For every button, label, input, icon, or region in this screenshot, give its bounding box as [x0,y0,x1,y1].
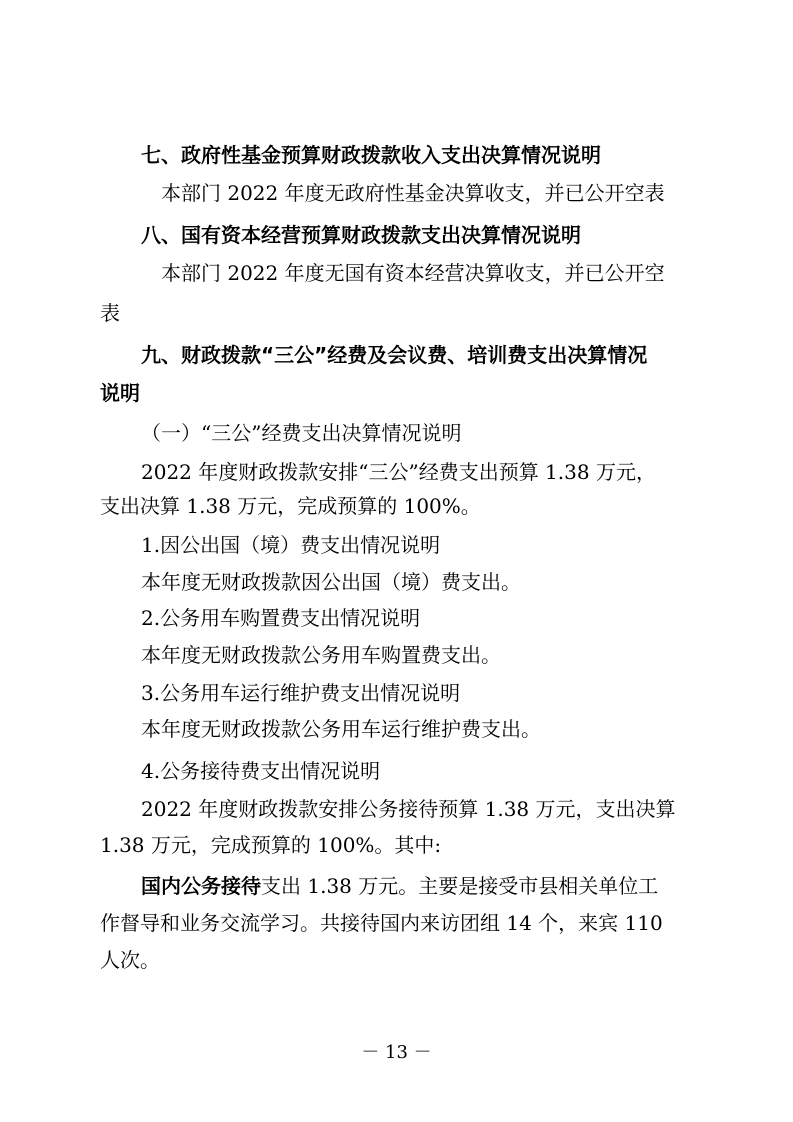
paragraph: 2022 年度财政拨款安排公务接待预算 1.38 万元，支出决算 [141,797,676,821]
page-number: － 13 － [361,1042,432,1063]
item-paragraph-1: 本年度无财政拨款因公出国（境）费支出。 [141,570,521,594]
item-heading-3: 3.公务用车运行维护费支出情况说明 [141,681,461,705]
section-heading-8: 八、国有资本经营预算财政拨款支出决算情况说明 [141,223,581,247]
section-heading-7: 七、政府性基金预算财政拨款收入支出决算情况说明 [141,143,601,167]
paragraph: 2022 年度财政拨款安排“三公”经费支出预算 1.38 万元， [141,460,656,484]
paragraph-continuation: 支出决算 1.38 万元，完成预算的 100%。 [100,494,481,518]
item-heading-1: 1.因公出国（境）费支出情况说明 [141,533,441,557]
domestic-reception-label: 国内公务接待 [141,874,261,898]
paragraph-continuation: 表 [100,301,120,325]
paragraph-continuation: 作督导和业务交流学习。共接待国内来访团组 14 个，来宾 110 [100,911,663,935]
subsection-heading: （一）“三公”经费支出决算情况说明 [141,421,462,445]
paragraph-continuation: 1.38 万元，完成预算的 100%。其中: [100,833,442,857]
domestic-reception-paragraph [141,871,658,901]
item-heading-4: 4.公务接待费支出情况说明 [141,759,381,783]
item-paragraph-2: 本年度无财政拨款公务用车购置费支出。 [141,643,501,667]
paragraph: 本部门 2022 年度无政府性基金决算收支，并已公开空表 [161,181,665,205]
item-paragraph-3: 本年度无财政拨款公务用车运行维护费支出。 [141,717,541,741]
paragraph: 本部门 2022 年度无国有资本经营决算收支，并已公开空 [161,261,665,285]
section-heading-9-continuation: 说明 [100,381,140,405]
domestic-reception-text: 支出 1.38 万元。主要是接受市县相关单位工 [261,874,659,898]
section-heading-9: 九、财政拨款“三公”经费及会议费、培训费支出决算情况 [141,343,648,367]
item-heading-2: 2.公务用车购置费支出情况说明 [141,606,421,630]
paragraph-continuation: 人次。 [100,948,160,972]
